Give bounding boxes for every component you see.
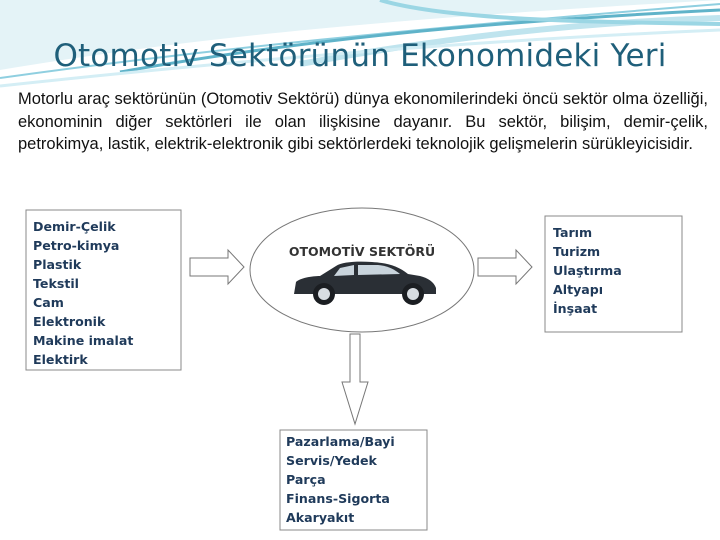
arrow-right-icon <box>478 250 532 284</box>
arrow-right-icon <box>190 250 244 284</box>
page-title: Otomotiv Sektörünün Ekonomideki Yeri <box>53 38 667 74</box>
output-sector-item: Pazarlama/Bayi <box>286 434 395 449</box>
input-sector-item: Tekstil <box>33 276 79 291</box>
output-sector-item: Altyapı <box>553 282 604 297</box>
output-sector-item: Ulaştırma <box>553 263 622 278</box>
input-sector-item: Makine imalat <box>33 333 134 348</box>
output-sector-item: Akaryakıt <box>286 510 355 525</box>
output-sector-item: Turizm <box>553 244 601 259</box>
input-sector-item: Plastik <box>33 257 82 272</box>
arrow-down-icon <box>342 334 368 424</box>
input-sector-item: Demir-Çelik <box>33 219 116 234</box>
input-sector-item: Elektirk <box>33 352 88 367</box>
output-sector-item: Tarım <box>553 225 593 240</box>
center-label: OTOMOTİV SEKTÖRÜ <box>288 244 436 259</box>
output-sector-item: Finans-Sigorta <box>286 491 390 506</box>
sector-diagram <box>0 190 720 540</box>
output-sector-item: Parça <box>286 472 326 487</box>
input-sector-item: Petro-kimya <box>33 238 120 253</box>
input-sector-item: Elektronik <box>33 314 106 329</box>
output-sector-item: Servis/Yedek <box>286 453 377 468</box>
input-sector-item: Cam <box>33 295 64 310</box>
output-sector-item: İnşaat <box>553 301 598 316</box>
intro-paragraph: Motorlu araç sektörünün (Otomotiv Sektörü) dünya ekonomilerindeki öncü sektör olma özelliği, ekonominin diğer sektörleri ile olan ilişkisine dayanır. Bu sektör, bilişim, demir-çelik, petrokimya, lastik, elektrik-elektronik gibi sektörlerdeki teknolojik gelişmelerin sürükleyicisidir. <box>18 90 708 153</box>
